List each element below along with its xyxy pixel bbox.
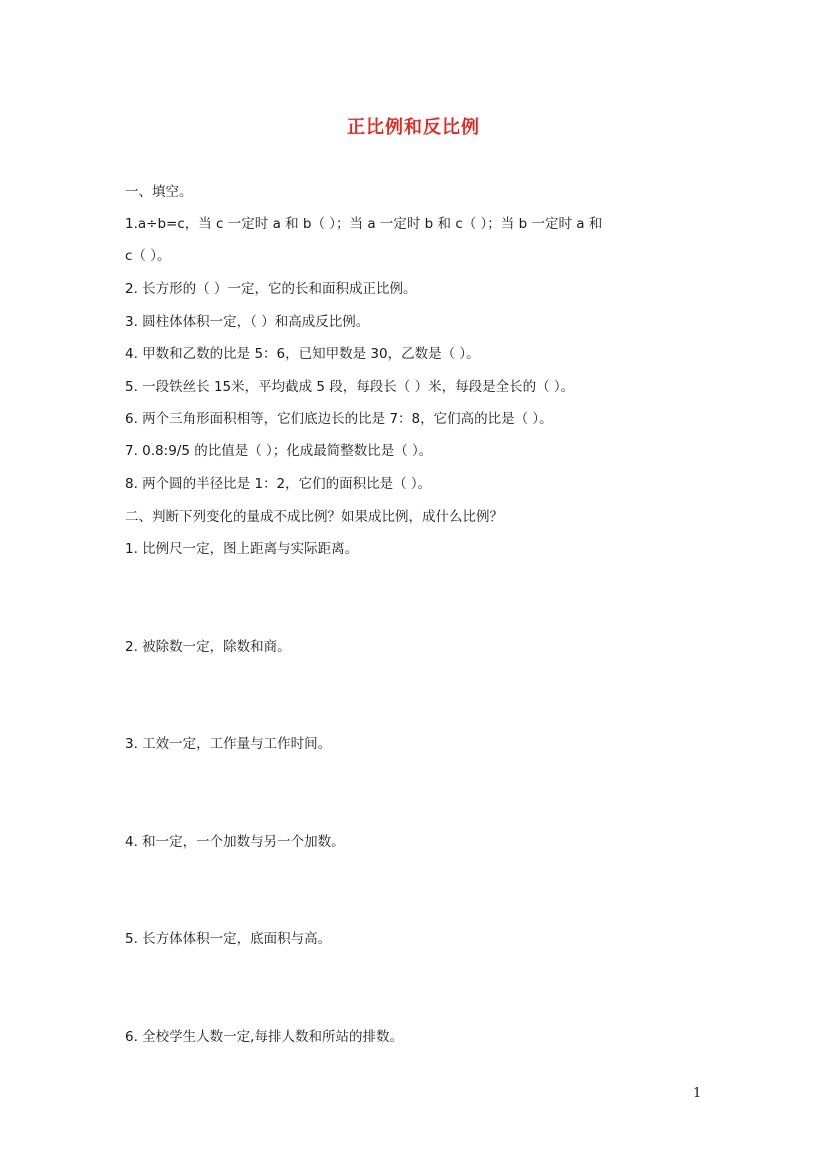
question-1-line-1: 1.a÷b=c，当 c 一定时 a 和 b（ ）；当 a 一定时 b 和 c（ ）；当 b 一定时 a 和: [125, 216, 603, 232]
judge-item-4: 4. 和一定，一个加数与另一个加数。: [125, 834, 345, 850]
question-4: 4. 甲数和乙数的比是 5：6，已知甲数是 30，乙数是（ ）。: [125, 346, 480, 362]
question-6: 6. 两个三角形面积相等，它们底边长的比是 7：8，它们高的比是（ ）。: [125, 411, 553, 427]
section2-heading: 二、判断下列变化的量成不成比例？如果成比例，成什么比例？: [125, 509, 503, 525]
question-2: 2. 长方形的（ ）一定，它的长和面积成正比例。: [125, 281, 417, 297]
question-1-line-2: c（ ）。: [125, 248, 171, 264]
judge-item-2: 2. 被除数一定，除数和商。: [125, 639, 291, 655]
question-7: 7. 0.8:9/5 的比值是（ ）；化成最简整数比是（ ）。: [125, 443, 433, 459]
page-number: 1: [693, 1086, 702, 1101]
judge-item-6: 6. 全校学生人数一定,每排人数和所站的排数。: [125, 1029, 403, 1045]
section1-heading: 一、填空。: [125, 184, 193, 200]
judge-item-3: 3. 工效一定，工作量与工作时间。: [125, 736, 332, 752]
question-3: 3. 圆柱体体积一定，（ ）和高成反比例。: [125, 314, 370, 330]
question-8: 8. 两个圆的半径比是 1：2，它们的面积比是（ ）。: [125, 476, 432, 492]
judge-item-5: 5. 长方体体积一定，底面积与高。: [125, 931, 332, 947]
judge-item-1: 1. 比例尺一定，图上距离与实际距离。: [125, 541, 359, 557]
page-title: 正比例和反比例: [347, 117, 480, 138]
question-5: 5. 一段铁丝长 15米，平均截成 5 段，每段长（ ）米，每段是全长的（ ）。: [125, 379, 575, 395]
